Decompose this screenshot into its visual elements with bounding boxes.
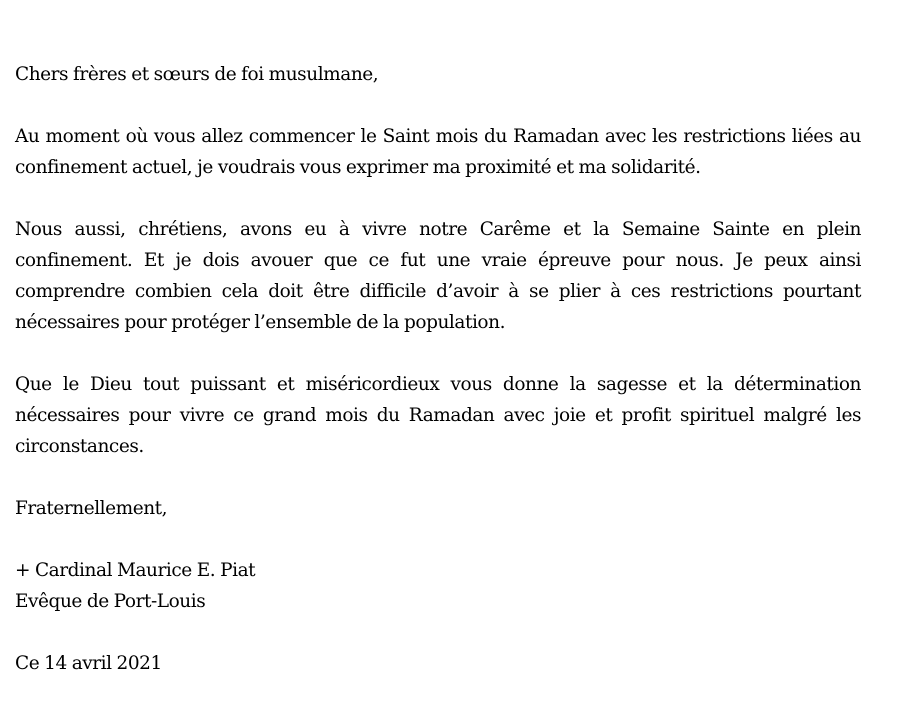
paragraph-2: Nous aussi, chrétiens, avons eu à vivre notre Carême et la Semaine Sainte en plein confinement. Et je dois avouer que ce fut une vraie épreuve pour nous. Je peux ainsi comprendre combien cela doit être difficile d’avoir à se plier à ces restrictions pourtant nécessaires pour protéger l’ensemble de la population. [15,219,861,333]
paragraph-3: Que le Dieu tout puissant et miséricordieux vous donne la sagesse et la détermination nécessaires pour vivre ce grand mois du Ramadan avec joie et profit spirituel malgré les circonstances. [15,374,861,457]
closing: Fraternellement, [15,498,168,519]
salutation: Chers frères et sœurs de foi musulmane, [15,64,379,85]
letter-body [15,59,861,710]
signature-name: + Cardinal Maurice E. Piat [15,560,256,581]
letter-date: Ce 14 avril 2021 [15,653,162,674]
signature-title: Evêque de Port-Louis [15,591,206,612]
signature-block [15,555,861,617]
paragraph-1: Au moment où vous allez commencer le Saint mois du Ramadan avec les restrictions liées au confinement actuel, je voudrais vous exprimer ma proximité et ma solidarité. [15,126,861,178]
